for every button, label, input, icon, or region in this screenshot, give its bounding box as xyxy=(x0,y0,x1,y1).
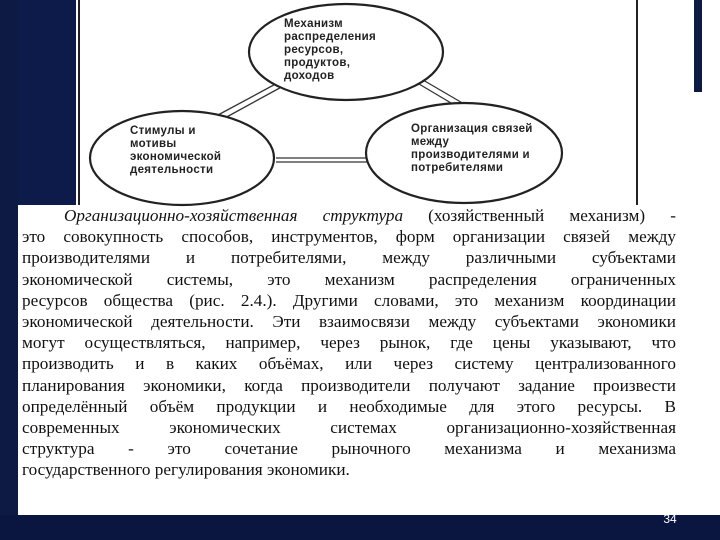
body-line-9: планирования экономики, когда производители получают задание произвести xyxy=(22,375,676,395)
body-text xyxy=(22,205,676,505)
body-line-5: ресурсов общества (рис. 2.4.). Другими словами, это механизм координации xyxy=(22,290,676,310)
body-line-8: производить и в каких объёмах, или через систему централизованного xyxy=(22,354,676,374)
body-line-7: могут осуществляться, например, через рынок, где цены указывают, что xyxy=(22,333,676,353)
bottom-strip xyxy=(0,515,720,540)
body-line-6: экономической деятельности. Эти взаимосвязи между субъектами экономики xyxy=(22,312,676,332)
page-number: 34 xyxy=(663,512,677,526)
body-line-3: производителями и потребителями, между различными субъектами xyxy=(22,248,676,268)
body-line-4: экономической системы, это механизм распределения ограниченных xyxy=(22,269,676,289)
node-left-label: Стимулы и мотивы экономической деятельности xyxy=(130,125,222,176)
body-line-10: определённый объём продукции и необходимые для этого ресурсы. В xyxy=(22,396,676,416)
node-top-label: Механизм распределения ресурсов, продуктов, доходов xyxy=(284,18,377,82)
left-background-stripe xyxy=(0,0,18,540)
right-edge-bar xyxy=(702,0,720,540)
background-notch xyxy=(18,0,76,205)
connector-top-left xyxy=(218,80,283,115)
lead-italic-term: Организационно-хозяйственная структура xyxy=(64,206,404,225)
body-line-11: современных экономических системах организационно-хозяйственная xyxy=(22,418,676,438)
body-line-1: Организационно-хозяйственная структура (хозяйственный механизм) - xyxy=(64,206,676,225)
body-line-12: структура - это сочетание рыночного механизма и механизма xyxy=(22,439,676,459)
node-right-label: Организация связей между производителями и потребителями xyxy=(411,123,533,174)
scheme-diagram xyxy=(78,0,638,210)
body-line-2: это совокупность способов, инструментов, форм организации связей между xyxy=(22,227,676,247)
body-line-13: государственного регулирования экономики. xyxy=(22,460,350,480)
